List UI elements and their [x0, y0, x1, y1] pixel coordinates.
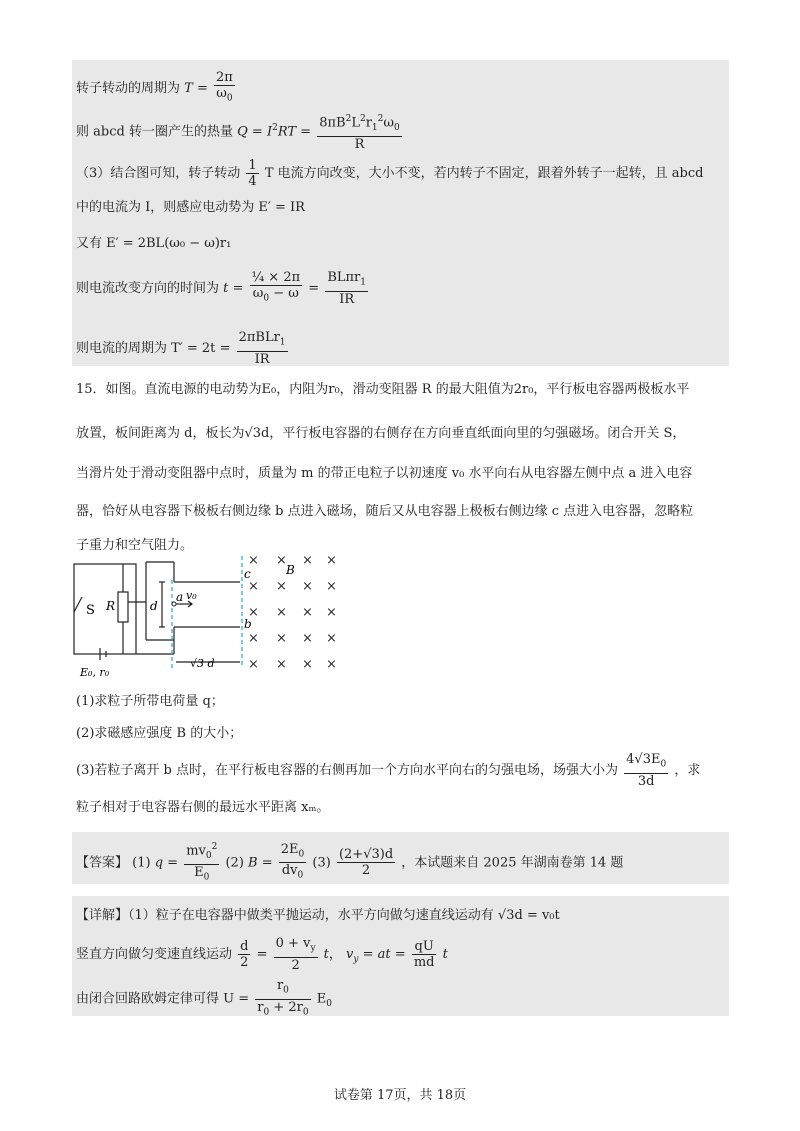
label-R: R: [106, 599, 116, 613]
q15-para-3: 当滑片处于滑动变阻器中点时，质量为 m 的带正电粒子以初速度 v₀ 水平向右从电容器左侧中点 a 进入电容: [76, 466, 693, 481]
subq-3-cont: 粒子相对于电容器右侧的最远水平距离 xₘ。: [76, 800, 330, 815]
detail-line-3: 由闭合回路欧姆定律可得 U = $\frac{r_0}{r_0 + 2r_0}$ $E_0$: [76, 978, 332, 1018]
subq-3: (3)若粒子离开 b 点时，在平行板电容器的右侧再加一个方向水平向右的匀强电场，场强大小为 $\frac{4√3E_0}{3d}$ ，求: [76, 752, 701, 789]
circuit-figure: [64, 552, 354, 682]
svg-text:×: ×: [248, 657, 259, 672]
svg-text:×: ×: [302, 605, 313, 620]
part3-line: （3）结合图可知，转子转动 $\frac{1}{4}$ T 电流方向改变，大小不变，若内转子不固定，跟着外转子一起转，且 abcd: [76, 158, 704, 189]
label-E0r0: E₀, r₀: [80, 666, 110, 679]
svg-text:×: ×: [276, 579, 287, 594]
q15-para-1: 15．如图。直流电源的电动势为E₀，内阻为r₀，滑动变阻器 R 的最大阻值为2r₀，平行板电容器两极板水平: [76, 382, 690, 397]
svg-text:×: ×: [326, 605, 337, 620]
page-footer: 试卷第 17页，共 18页: [333, 1088, 467, 1103]
q15-para-5: 子重力和空气阻力。: [76, 538, 194, 553]
svg-text:×: ×: [276, 631, 287, 646]
period-line: 转子转动的周期为 T = $\frac{2\pi}{\omega_0}$: [76, 70, 233, 104]
subq-1: (1)求粒子所带电荷量 q；: [76, 694, 224, 709]
emf2-line: 又有 E′ = 2BL(ω₀ − ω)r₁: [76, 236, 232, 251]
q15-para-2: 放置，板间距离为 d，板长为√3d，平行板电容器的右侧存在方向垂直纸面向里的匀强磁场。闭合开关 S，: [76, 426, 686, 441]
label-c: c: [244, 567, 251, 581]
detail-line-1: 【详解】（1）粒子在电容器中做类平抛运动，水平方向做匀速直线运动有 √3d = v₀t: [76, 908, 560, 923]
label-b: b: [244, 617, 252, 631]
svg-text:×: ×: [302, 657, 313, 672]
svg-text:×: ×: [302, 553, 313, 568]
label-length: √3 d: [190, 657, 215, 670]
label-v0: v₀: [186, 589, 197, 602]
subq-2: (2)求磁感应强度 B 的大小；: [76, 726, 243, 741]
svg-text:×: ×: [326, 657, 337, 672]
label-B: B: [286, 563, 295, 577]
label-S: S: [86, 603, 95, 618]
svg-text:×: ×: [326, 631, 337, 646]
svg-text:×: ×: [248, 631, 259, 646]
svg-text:×: ×: [276, 605, 287, 620]
label-d: d: [150, 599, 158, 613]
detail-line-2: 竖直方向做匀变速直线运动 $\frac{d}{2}$ = $\frac{0 + v_y}{2}$ t， $v_y$ = at = $\frac{qU}{md}$ t: [76, 936, 448, 973]
svg-text:×: ×: [302, 579, 313, 594]
svg-text:×: ×: [248, 605, 259, 620]
svg-text:×: ×: [276, 657, 287, 672]
current-period-line: 则电流的周期为 T′ = 2t = $\frac{2\pi BLr_1}{IR}$: [76, 330, 286, 367]
svg-text:×: ×: [248, 579, 259, 594]
svg-text:×: ×: [326, 579, 337, 594]
answer-line: 【答案】 (1) q = $\frac{mv_0^2}{E_0}$ (2) B = $\frac{2E_0}{dv_0}$ (3) $\frac{(2+√3)d}{2}$ ，本试题来自 2025 年湖南卷第 14 题: [76, 841, 624, 883]
label-a: a: [176, 590, 184, 604]
emf-line: 中的电流为 I，则感应电动势为 E′ = IR: [76, 200, 305, 215]
time-line: 则电流改变方向的时间为 t = $\frac{\text{¼ × 2π}}{\omega_0 - \omega}$ = $\frac{BL\pi r_1}{IR}$: [76, 270, 366, 307]
svg-text:×: ×: [276, 553, 287, 568]
svg-text:×: ×: [302, 631, 313, 646]
svg-text:×: ×: [248, 553, 259, 568]
svg-text:×: ×: [326, 553, 337, 568]
heat-line: 则 abcd 转一圈产生的热量 $Q = I^2RT$ = $\frac{8\pi B^2L^2r_1^2\omega_0}{R}$: [76, 114, 400, 152]
q15-para-4: 器，恰好从电容器下极板右侧边缘 b 点进入磁场，随后又从电容器上极板右侧边缘 c 点进入电容器，忽略粒: [76, 504, 694, 519]
